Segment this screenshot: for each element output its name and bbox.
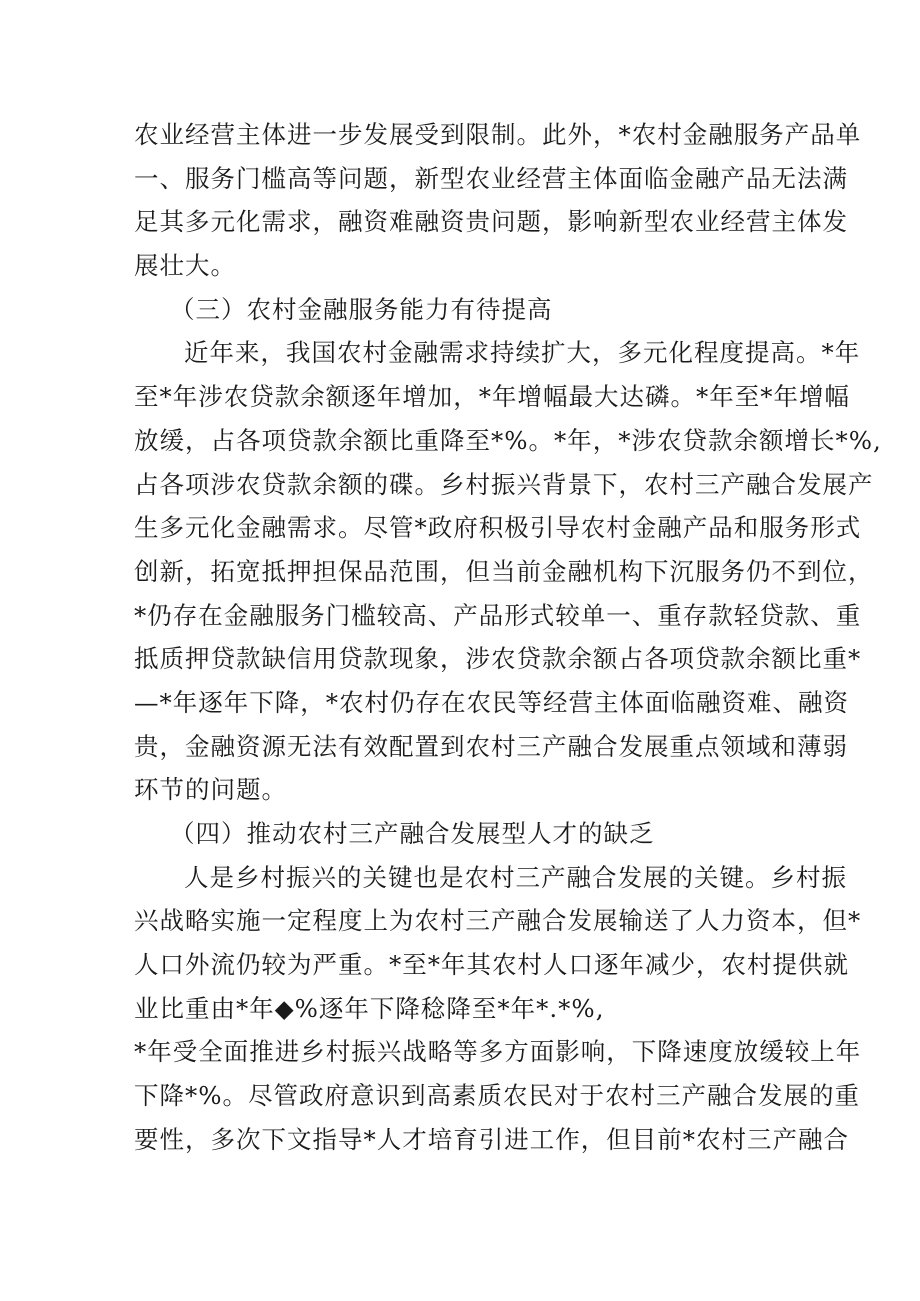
paragraph-rural-finance	[134, 331, 882, 812]
text-line: 放缓，占各项贷款余额比重降至*%。*年，*涉农贷款余额增长*%,	[134, 425, 882, 455]
text-line: 人口外流仍较为严重。*至*年其农村人口逐年减少，农村提供就	[134, 950, 849, 980]
text-line: *年受全面推进乡村振兴战略等多方面影响，下降速度放缓较上年	[134, 1037, 862, 1067]
text-line: —*年逐年下降，*农村仍存在农民等经营主体面临融资难、融资	[134, 687, 849, 717]
text-line: *仍存在金融服务门槛较高、产品形式较单一、重存款轻贷款、重	[134, 600, 862, 630]
text-line: 生多元化金融需求。尽管*政府积极引导农村金融产品和服务形式	[134, 513, 862, 543]
text-line: 环节的问题。	[134, 775, 287, 805]
text-line: 抵质押贷款缺信用贷款现象，涉农贷款余额占各项贷款余额比重*	[134, 644, 862, 674]
text-line: 足其多元化需求，融资难融资贵问题，影响新型农业经营主体发	[134, 207, 848, 237]
text-line: 农业经营主体进一步发展受到限制。此外，*农村金融服务产品单	[134, 120, 862, 149]
text-line: 展壮大。	[134, 251, 236, 281]
paragraph-financing-limits	[134, 113, 862, 288]
text-line: 至*年涉农贷款余额逐年增加，*年增幅最大达磷。*年至*年增幅	[134, 382, 850, 412]
text-line: 要性，多次下文指导*人才培育引进工作，但目前*农村三产融合	[134, 1124, 849, 1154]
text-line: 业比重由*年◆%逐年下降稔降至*年*.*%,	[134, 993, 605, 1023]
text-line: 创新，拓宽抵押担保品范围，但当前金融机构下沉服务仍不到位，	[134, 556, 874, 586]
text-line: 占各项涉农贷款余额的碟。乡村振兴背景下，农村三产融合发展产	[134, 469, 874, 499]
text-line: 下降*%。尽管政府意识到高素质农民对于农村三产融合发展的重	[134, 1081, 861, 1111]
section-heading-4: （四）推动农村三产融合发展型人才的缺乏	[170, 819, 655, 848]
text-line: 人是乡村振兴的关键也是农村三产融合发展的关键。乡村振	[184, 862, 847, 892]
text-line: 一、服务门槛高等问题，新型农业经营主体面临金融产品无法满	[134, 163, 848, 193]
paragraph-talent	[134, 856, 862, 1162]
section-heading-3: （三）农村金融服务能力有待提高	[170, 294, 553, 324]
text-line: 近年来，我国农村金融需求持续扩大，多元化程度提高。*年	[184, 338, 861, 368]
text-line: 贵，金融资源无法有效配置到农村三产融合发展重点领域和薄弱	[134, 731, 848, 761]
text-line: 兴战略实施一定程度上为农村三产融合发展输送了人力资本，但*	[134, 906, 862, 936]
document-page	[134, 113, 882, 1162]
